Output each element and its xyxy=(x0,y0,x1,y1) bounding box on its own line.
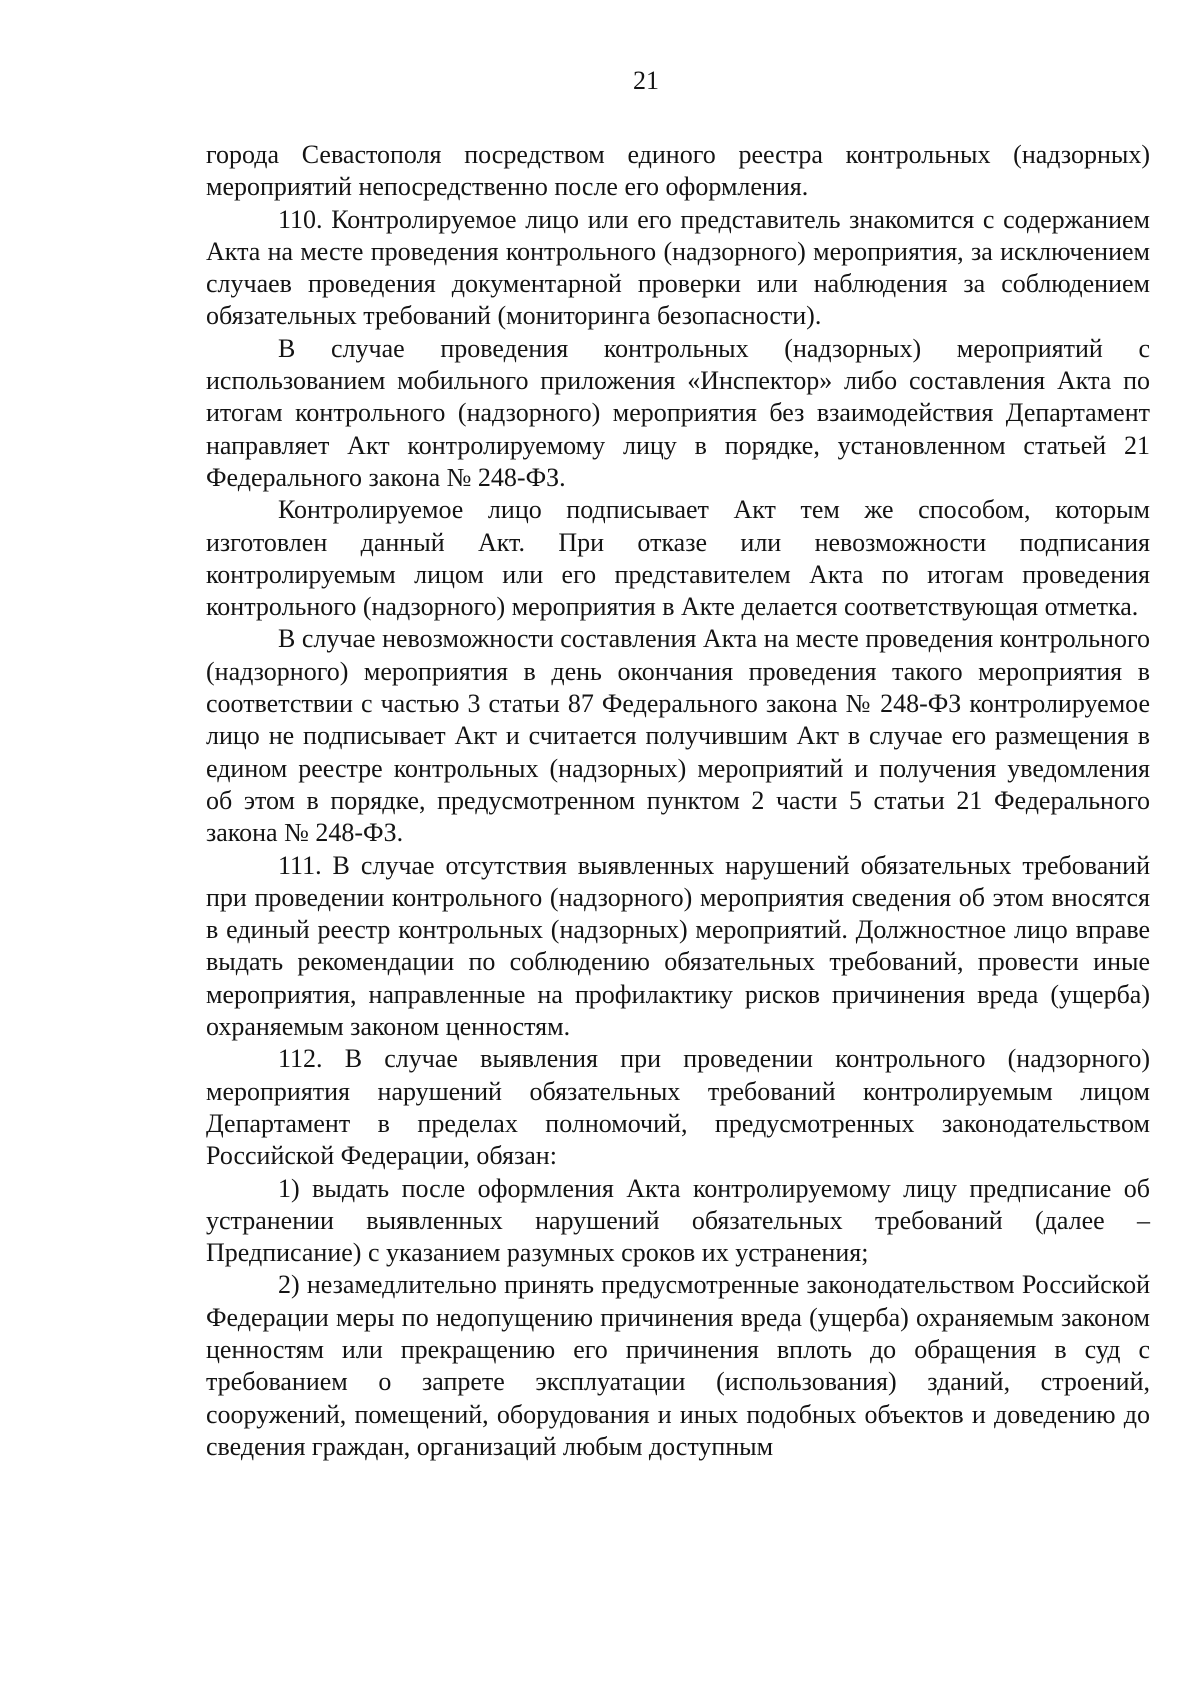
paragraph-inspector-app: В случае проведения контрольных (надзорных) мероприятий с использованием мобильного приложения «Инспектор» либо составления Акта по итогам контрольного (надзорного) мероприятия без взаимодействия Департамент направляет Акт контролируемому лицу в порядке, установленном статьей 21 Федерального закона № 248-ФЗ. xyxy=(206,333,1150,492)
page-number: 21 xyxy=(633,66,659,95)
paragraph-item-110: 110. Контролируемое лицо или его представитель знакомится с содержанием Акта на месте проведения контрольного (надзорного) мероприятия, за исключением случаев проведения документарной проверки или наблюдения за соблюдением обязательных требований (мониторинга безопасности). xyxy=(206,204,1150,331)
paragraph-item-111: 111. В случае отсутствия выявленных нарушений обязательных требований при проведении контрольного (надзорного) мероприятия сведения об этом вносятся в единый реестр контрольных (надзорных) мероприятий. Должностное лицо вправе выдать рекомендации по соблюдению обязательных требований, провести иные мероприятия, направленные на профилактику рисков причинения вреда (ущерба) охраняемым законом ценностям. xyxy=(206,850,1150,1042)
document-body xyxy=(206,139,1150,1463)
paragraph-subitem-1: 1) выдать после оформления Акта контролируемому лицу предписание об устранении выявленных нарушений обязательных требований (далее – Предписание) с указанием разумных сроков их устранения; xyxy=(206,1173,1150,1268)
paragraph-continuation: города Севастополя посредством единого реестра контрольных (надзорных) мероприятий непосредственно после его оформления. xyxy=(206,140,1150,202)
paragraph-signing: Контролируемое лицо подписывает Акт тем же способом, которым изготовлен данный Акт. При отказе или невозможности подписания контролируемым лицом или его представителем Акта по итогам проведения контрольного (надзорного) мероприятия в Акте делается соответствующая отметка. xyxy=(206,495,1150,622)
paragraph-subitem-2: 2) незамедлительно принять предусмотренные законодательством Российской Федерации меры по недопущению причинения вреда (ущерба) охраняемым законом ценностям или прекращению его причинения вплоть до обращения в суд с требованием о запрете эксплуатации (использования) зданий, строений, сооружений, помещений, оборудования и иных подобных объектов и доведению до сведения граждан, организаций любым доступным xyxy=(206,1270,1150,1461)
paragraph-item-112: 112. В случае выявления при проведении контрольного (надзорного) мероприятия нарушений обязательных требований контролируемым лицом Департамент в пределах полномочий, предусмотренных законодательством Российской Федерации, обязан: xyxy=(206,1044,1150,1171)
paragraph-impossibility: В случае невозможности составления Акта на месте проведения контрольного (надзорного) мероприятия в день окончания проведения такого мероприятия в соответствии с частью 3 статьи 87 Федерального закона № 248-ФЗ контролируемое лицо не подписывает Акт и считается получившим Акт в случае его размещения в едином реестре контрольных (надзорных) мероприятий и получения уведомления об этом в порядке, предусмотренном пунктом 2 части 5 статьи 21 Федерального закона № 248-ФЗ. xyxy=(206,624,1150,848)
